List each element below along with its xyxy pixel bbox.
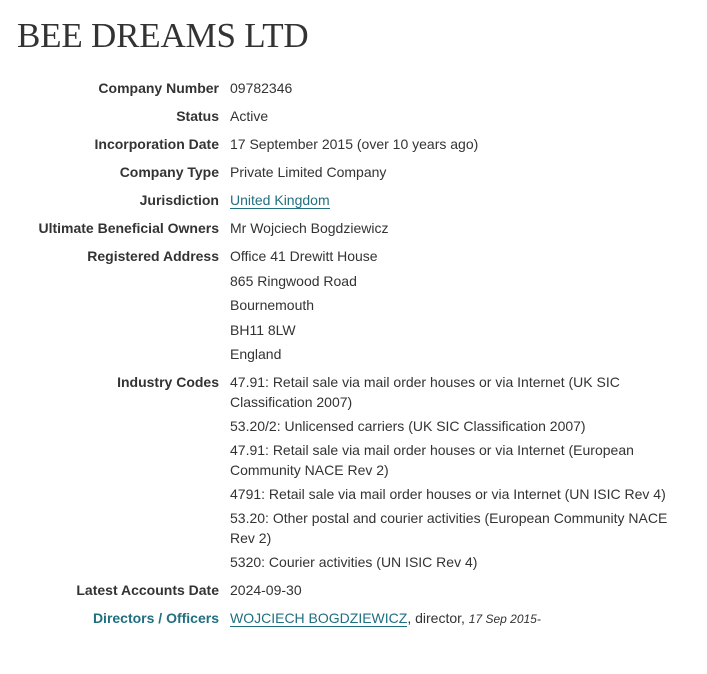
industry-code-item: 53.20: Other postal and courier activities (European Community NACE Rev 2) bbox=[230, 510, 668, 546]
company-details bbox=[0, 78, 707, 637]
latest-accounts-date-value: 2024-09-30 bbox=[230, 582, 302, 598]
row-company-type bbox=[0, 162, 707, 182]
company-type-value: Private Limited Company bbox=[230, 164, 387, 180]
row-status bbox=[0, 106, 707, 126]
director-since-date: 17 Sep 2015- bbox=[468, 612, 541, 626]
row-jurisdiction bbox=[0, 190, 707, 210]
address-line: Office 41 Drewitt House bbox=[230, 248, 378, 264]
address-line: 865 Ringwood Road bbox=[230, 272, 357, 289]
ubo-value: Mr Wojciech Bogdziewicz bbox=[230, 220, 389, 236]
address-line: Bournemouth bbox=[230, 297, 315, 313]
status-label: Status bbox=[176, 108, 219, 124]
industry-codes-label: Industry Codes bbox=[117, 374, 219, 390]
row-directors bbox=[0, 608, 707, 629]
company-title: BEE DREAMS LTD bbox=[17, 16, 309, 55]
row-ubo bbox=[0, 218, 707, 238]
director-name-link[interactable]: WOJCIECH BOGDZIEWICZ bbox=[230, 610, 408, 626]
address-line: BH11 8LW bbox=[230, 321, 296, 338]
directors-value bbox=[219, 608, 707, 629]
industry-code-item: 53.20/2: Unlicensed carriers (UK SIC Classification 2007) bbox=[230, 418, 586, 434]
row-company-number bbox=[0, 78, 707, 98]
director-role: , director, bbox=[407, 610, 469, 626]
directors-officers-link[interactable]: Directors / Officers bbox=[92, 610, 219, 626]
industry-code-item: 4791: Retail sale via mail order houses or via Internet (UN ISIC Rev 4) bbox=[230, 486, 666, 502]
company-number-label: Company Number bbox=[98, 80, 219, 96]
jurisdiction-link[interactable]: United Kingdom bbox=[230, 192, 330, 208]
latest-accounts-date-label: Latest Accounts Date bbox=[76, 582, 219, 598]
jurisdiction-label: Jurisdiction bbox=[139, 192, 219, 208]
jurisdiction-value bbox=[219, 190, 707, 210]
row-registered-address bbox=[0, 246, 707, 364]
industry-codes-value bbox=[219, 372, 707, 572]
row-industry-codes bbox=[0, 372, 707, 572]
registered-address-label: Registered Address bbox=[87, 248, 219, 264]
industry-code-item: 5320: Courier activities (UN ISIC Rev 4) bbox=[230, 554, 478, 570]
industry-code-item: 47.91: Retail sale via mail order houses or via Internet (UK SIC Classification 2007) bbox=[230, 374, 620, 410]
row-incorporation-date bbox=[0, 134, 707, 154]
industry-code-item: 47.91: Retail sale via mail order houses or via Internet (European Community NACE Rev 2) bbox=[230, 442, 634, 478]
status-value: Active bbox=[230, 108, 269, 124]
address-line: England bbox=[230, 346, 282, 362]
incorporation-date-label: Incorporation Date bbox=[94, 136, 219, 152]
company-number-value: 09782346 bbox=[230, 80, 293, 96]
registered-address-value bbox=[219, 246, 707, 364]
company-type-label: Company Type bbox=[119, 164, 219, 180]
row-latest-accounts-date bbox=[0, 580, 707, 600]
incorporation-date-value: 17 September 2015 (over 10 years ago) bbox=[230, 136, 479, 152]
ubo-label: Ultimate Beneficial Owners bbox=[38, 220, 219, 236]
